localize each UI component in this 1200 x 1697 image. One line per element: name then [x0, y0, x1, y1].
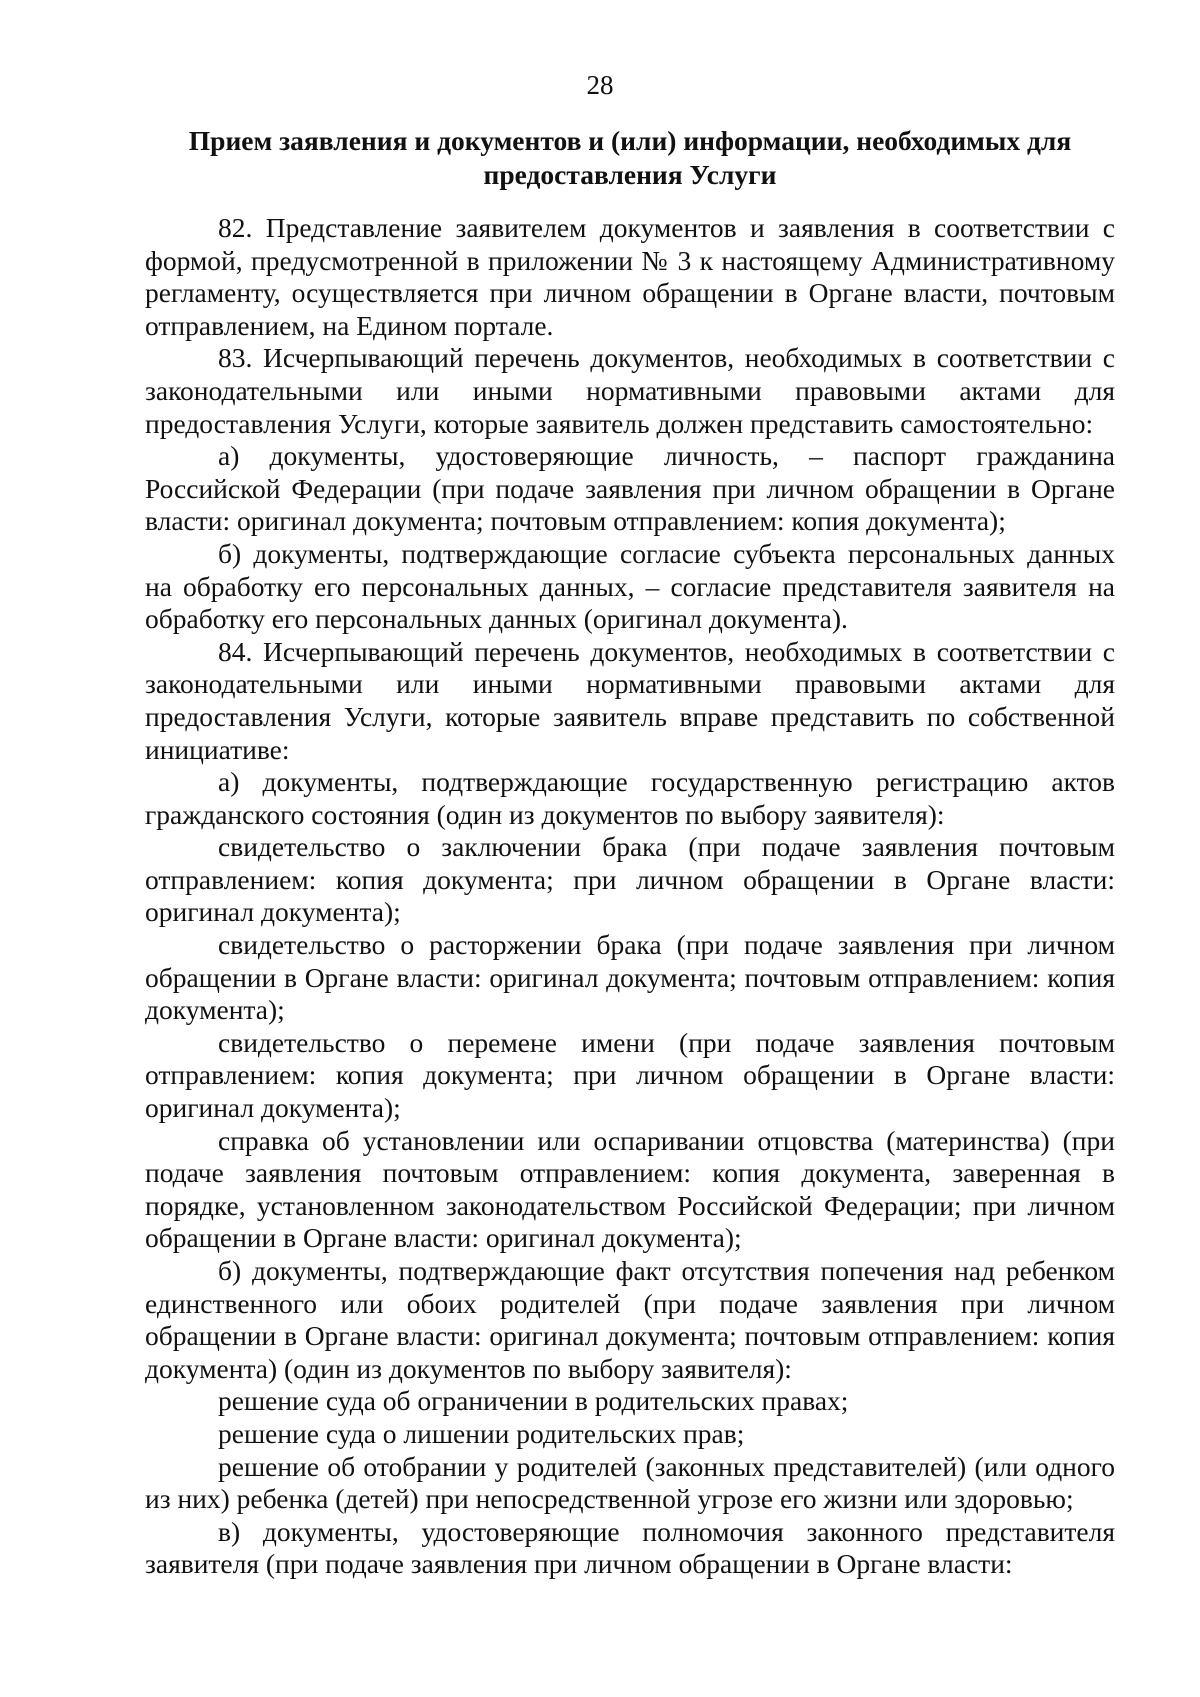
sub-item-marriage-certificate: свидетельство о заключении брака (при подаче заявления почтовым отправлением: копия документа; при личном обращении в Органе власти: оригинал документа); [145, 831, 1115, 928]
list-item-83a: а) документы, удостоверяющие личность, – паспорт гражданина Российской Федерации (при подаче заявления при личном обращении в Органе власти: оригинал документа; почтовым отправлением: копия документа); [145, 440, 1115, 537]
list-item-84b: б) документы, подтверждающие факт отсутствия попечения над ребенком единственного или обоих родителей (при подаче заявления при личном обращении в Органе власти: оригинал документа; почтовым отправлением: копия документа) (один из документов по выбору заявителя): [145, 1255, 1115, 1384]
list-item-83b: б) документы, подтверждающие согласие субъекта персональных данных на обработку его персональных данных, – согласие представителя заявителя на обработку его персональных данных (оригинал документа). [145, 537, 1115, 635]
paragraph-83: 83. Исчерпывающий перечень документов, необходимых в соответствии с законодательными или иными нормативными правовыми актами для предоставления Услуги, которые заявитель должен представить самостоятельно: [145, 342, 1115, 439]
section-heading: Прием заявления и документов и (или) информации, необходимых для предоставления Услуги [188, 125, 1072, 190]
sub-item-divorce-certificate: свидетельство о расторжении брака (при подаче заявления при личном обращении в Органе власти: оригинал документа; почтовым отправлением: копия документа); [145, 929, 1115, 1026]
list-item-84v: в) документы, удостоверяющие полномочия законного представителя заявителя (при подаче заявления при личном обращении в Органе власти: [145, 1515, 1115, 1580]
sub-item-name-change-certificate: свидетельство о перемене имени (при подаче заявления почтовым отправлением: копия документа; при личном обращении в Органе власти: оригинал документа); [145, 1026, 1115, 1124]
sub-item-court-deprivation: решение суда о лишении родительских прав; [218, 1417, 745, 1449]
sub-item-court-restriction: решение суда об ограничении в родительских правах; [218, 1385, 849, 1417]
paragraph-84: 84. Исчерпывающий перечень документов, необходимых в соответствии с законодательными или иными нормативными правовыми актами для предоставления Услуги, которые заявитель вправе представить по собственной инициативе: [145, 635, 1115, 765]
paragraph-82: 82. Представление заявителем документов и заявления в соответствии с формой, предусмотренной в приложении № 3 к настоящему Административному регламенту, осуществляется при личном обращении в Органе власти, почтовым отправлением, на Едином портале. [145, 212, 1115, 341]
page-number: 28 [586, 70, 614, 100]
list-item-84a: а) документы, подтверждающие государственную регистрацию актов гражданского состояния (один из документов по выбору заявителя): [145, 766, 1115, 830]
sub-item-child-removal: решение об отобрании у родителей (законных представителей) (или одного из них) ребенка (детей) при непосредственной угрозе его жизни или здоровью; [145, 1450, 1115, 1515]
document-body [145, 212, 1115, 1581]
sub-item-paternity-certificate: справка об установлении или оспаривании отцовства (материнства) (при подаче заявления почтовым отправлением: копия документа, заверенная в порядке, установленном законодательством Российской Федерации; при личном обращении в Органе власти: оригинал документа); [145, 1124, 1115, 1254]
